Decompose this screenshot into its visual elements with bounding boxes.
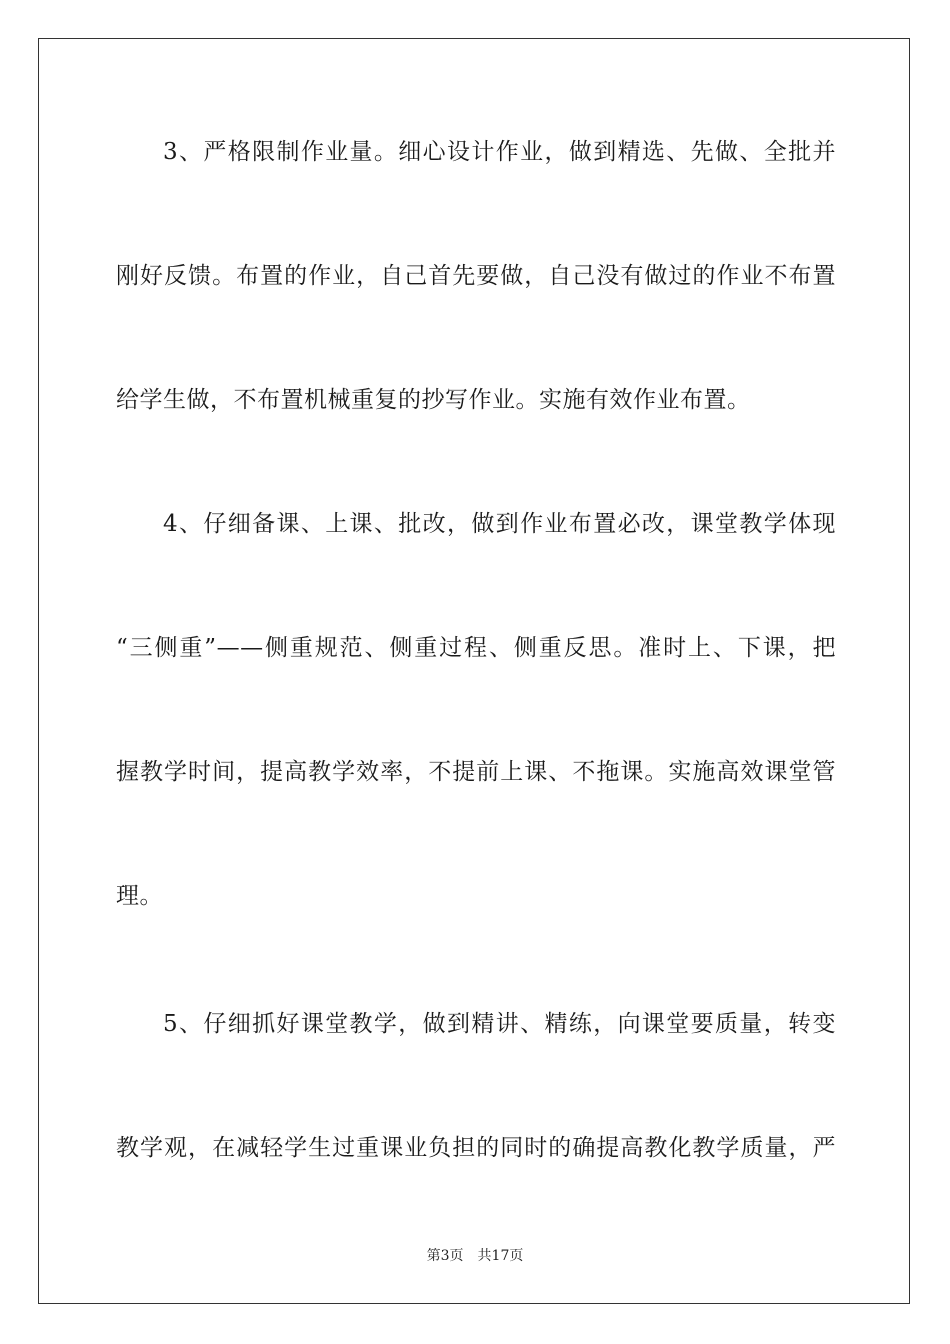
paragraph-5-line-1: 5、仔细抓好课堂教学，做到精讲、精练，向课堂要质量，转变: [163, 1011, 836, 1037]
paragraph-5-line-2: 教学观，在减轻学生过重课业负担的同时的确提高教化教学质量，严: [116, 1135, 836, 1161]
page-frame: [38, 38, 910, 1304]
paragraph-4-line-1: 4、仔细备课、上课、批改，做到作业布置必改，课堂教学体现: [163, 511, 836, 537]
paragraph-4-line-4: 理。: [116, 883, 163, 909]
page-number: 第3页: [426, 1248, 464, 1264]
page-footer: [0, 1247, 950, 1265]
paragraph-3-line-3: 给学生做，不布置机械重复的抄写作业。实施有效作业布置。: [116, 387, 751, 413]
paragraph-3-line-2: 刚好反馈。布置的作业，自己首先要做，自己没有做过的作业不布置: [116, 263, 836, 289]
paragraph-4-line-3: 握教学时间，提高教学效率，不提前上课、不拖课。实施高效课堂管: [116, 759, 836, 785]
page-total: 共17页: [477, 1248, 524, 1264]
paragraph-3-line-1: 3、严格限制作业量。细心设计作业，做到精选、先做、全批并: [163, 139, 836, 165]
paragraph-4-line-2: “三侧重”——侧重规范、侧重过程、侧重反思。准时上、下课，把: [116, 635, 836, 661]
